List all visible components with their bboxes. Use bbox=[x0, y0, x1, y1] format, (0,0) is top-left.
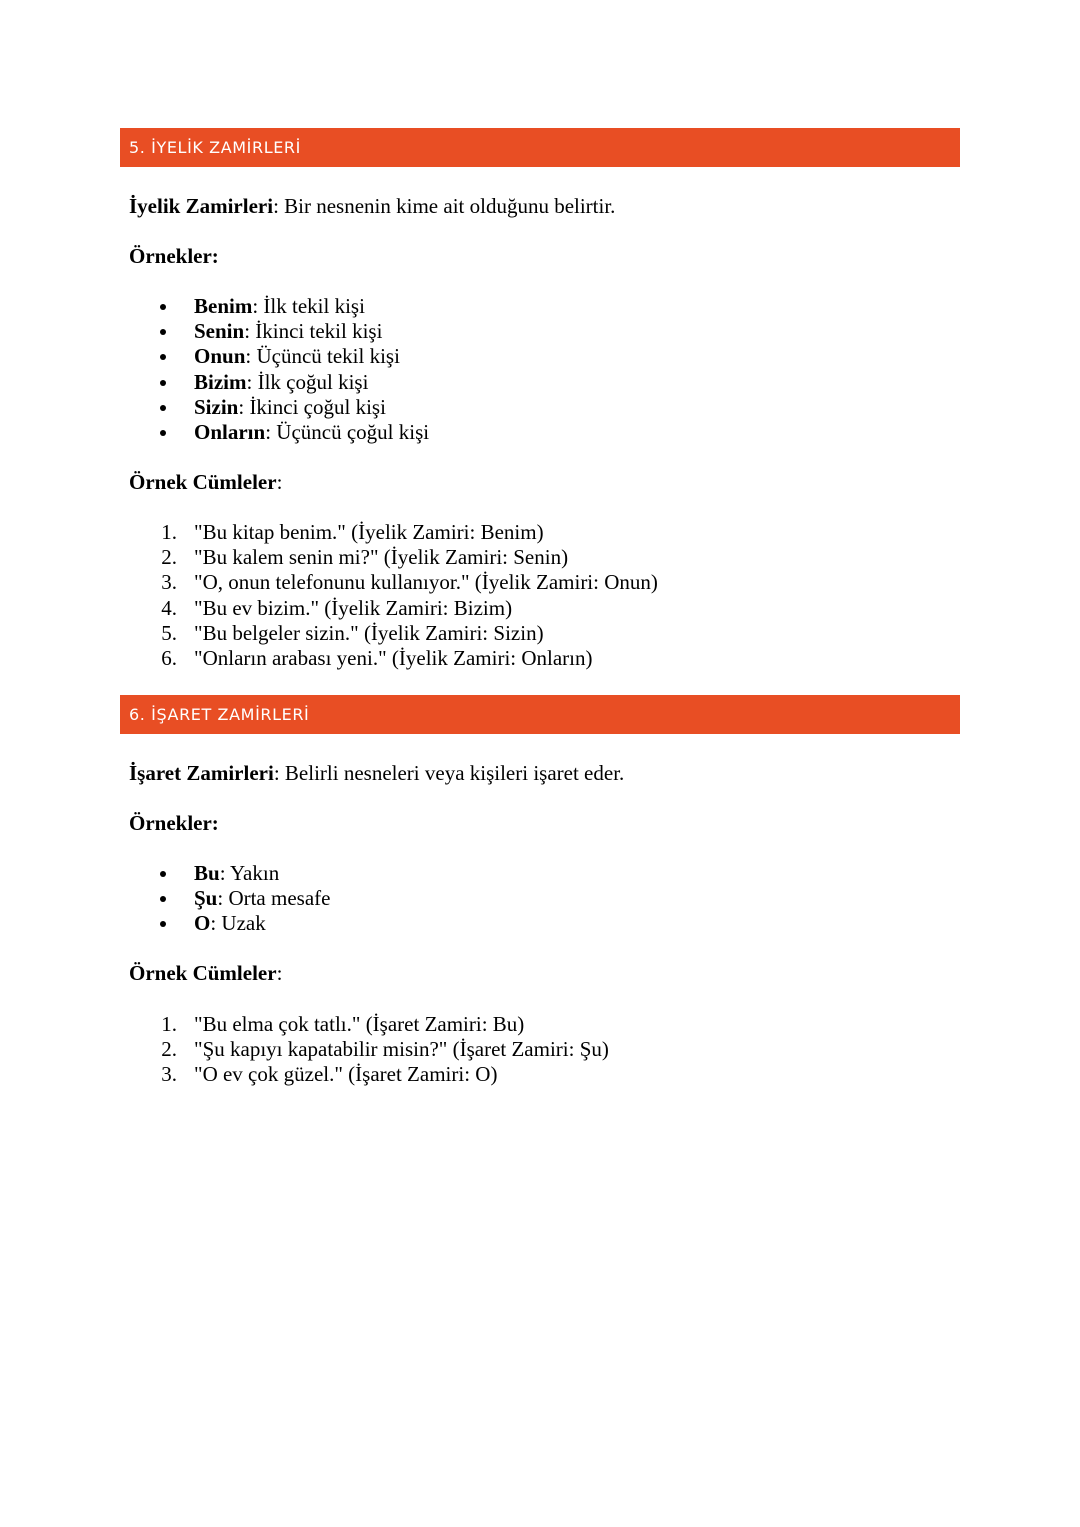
bullet-icon bbox=[160, 405, 166, 411]
examples-label-isaret bbox=[129, 811, 219, 836]
list-item: O: Uzak bbox=[129, 911, 330, 936]
list-item: Bizim: İlk çoğul kişi bbox=[129, 370, 429, 395]
bullet-icon bbox=[160, 896, 166, 902]
bullet-icon bbox=[160, 304, 166, 310]
definition-isaret bbox=[129, 761, 624, 786]
section-header-iyelik bbox=[120, 128, 960, 167]
list-item: 2. "Bu kalem senin mi?" (İyelik Zamiri: Senin) bbox=[161, 545, 569, 570]
list-item: 3. "O ev çok güzel." (İşaret Zamiri: O) bbox=[161, 1062, 498, 1087]
examples-label: Örnekler: bbox=[129, 244, 219, 268]
section-title: 5. İYELİK ZAMİRLERİ bbox=[129, 138, 301, 157]
list-item: 1. "Bu elma çok tatlı." (İşaret Zamiri: Bu) bbox=[161, 1012, 525, 1036]
section-header-isaret bbox=[120, 695, 960, 734]
list-item: 5. "Bu belgeler sizin." (İyelik Zamiri: Sizin) bbox=[161, 620, 544, 645]
bullet-icon bbox=[160, 430, 166, 436]
bullet-icon bbox=[160, 871, 166, 877]
list-item: Onların: Üçüncü çoğul kişi bbox=[129, 420, 429, 445]
list-item: Şu: Orta mesafe bbox=[129, 886, 330, 911]
definition-term: İyelik Zamirleri bbox=[129, 194, 274, 218]
definition-text: : Belirli nesneleri veya kişileri işaret eder. bbox=[273, 761, 625, 785]
section-title: 6. İŞARET ZAMİRLERİ bbox=[129, 705, 310, 724]
list-item: Senin: İkinci tekil kişi bbox=[129, 319, 429, 344]
sentences-label-iyelik: Örnek Cümleler: bbox=[129, 470, 283, 494]
sentences-label: Örnek Cümleler bbox=[129, 470, 277, 494]
definition-iyelik bbox=[129, 194, 615, 219]
bullet-icon bbox=[160, 354, 166, 360]
list-item: 1. "Bu kitap benim." (İyelik Zamiri: Benim) bbox=[161, 520, 544, 544]
bullet-icon bbox=[160, 380, 166, 386]
definition-text: : Bir nesnenin kime ait olduğunu belirtir. bbox=[273, 194, 616, 218]
list-item: 6. "Onların arabası yeni." (İyelik Zamiri: Onların) bbox=[161, 645, 593, 670]
list-item: Sizin: İkinci çoğul kişi bbox=[129, 395, 429, 420]
list-item: Onun: Üçüncü tekil kişi bbox=[129, 344, 429, 369]
sentences-label: Örnek Cümleler bbox=[129, 961, 277, 985]
examples-label: Örnekler: bbox=[129, 811, 219, 835]
bullet-icon bbox=[160, 921, 166, 927]
definition-term: İşaret Zamirleri bbox=[129, 761, 274, 785]
list-item: Bu: Yakın bbox=[129, 861, 330, 886]
sentences-list-iyelik bbox=[129, 520, 658, 671]
list-item: 4. "Bu ev bizim." (İyelik Zamiri: Bizim) bbox=[161, 595, 513, 620]
sentences-list-isaret bbox=[129, 1012, 609, 1088]
examples-label-iyelik bbox=[129, 244, 219, 269]
examples-list-isaret bbox=[129, 861, 330, 937]
list-item: 2. "Şu kapıyı kapatabilir misin?" (İşaret Zamiri: Şu) bbox=[161, 1037, 609, 1062]
sentences-label-isaret: Örnek Cümleler: bbox=[129, 961, 283, 985]
examples-list-iyelik bbox=[129, 294, 429, 445]
bullet-icon bbox=[160, 329, 166, 335]
list-item: 3. "O, onun telefonunu kullanıyor." (İyelik Zamiri: Onun) bbox=[161, 570, 658, 595]
list-item: Benim: İlk tekil kişi bbox=[129, 294, 429, 319]
